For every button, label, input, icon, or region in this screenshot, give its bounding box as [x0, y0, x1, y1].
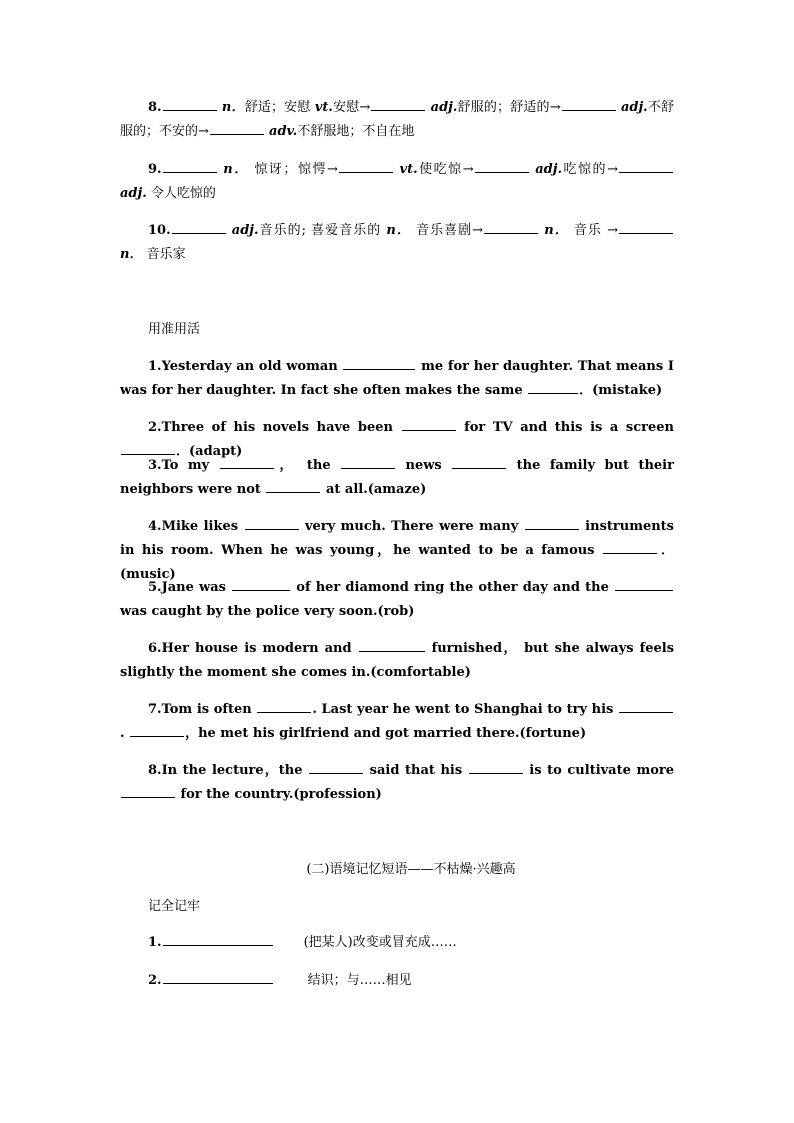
exercise-3: 3.To my ， the news the family but their neighbors were not at all.(amaze): [120, 454, 674, 502]
answer-blank[interactable]: [339, 159, 393, 173]
answer-blank[interactable]: [121, 441, 175, 455]
vocab-item-10: 10. adj.音乐的; 喜爱音乐的 n． 音乐喜剧→ n． 音乐 → n． 音乐家: [120, 219, 674, 267]
answer-blank[interactable]: [341, 455, 395, 469]
answer-blank[interactable]: [163, 159, 217, 173]
answer-blank[interactable]: [484, 220, 538, 234]
answer-blank[interactable]: [359, 638, 425, 652]
answer-blank[interactable]: [130, 723, 184, 737]
answer-blank[interactable]: [615, 577, 673, 591]
answer-blank[interactable]: [619, 220, 673, 234]
answer-blank[interactable]: [402, 417, 456, 431]
answer-blank[interactable]: [475, 159, 529, 173]
answer-blank[interactable]: [220, 455, 274, 469]
answer-blank[interactable]: [452, 455, 506, 469]
exercise-8: 8.In the lecture，the said that his is to cultivate more for the country.(profession): [120, 759, 674, 807]
answer-blank[interactable]: [619, 699, 673, 713]
exercise-6: 6.Her house is modern and furnished， but she always feels slightly the moment she comes in.(comfortable): [120, 637, 674, 685]
section-heading-memorize: 记全记牢: [148, 899, 201, 914]
answer-blank[interactable]: [210, 121, 264, 135]
answer-blank[interactable]: [525, 516, 579, 530]
answer-blank[interactable]: [309, 760, 363, 774]
answer-blank[interactable]: [371, 97, 425, 111]
phrase-item-2: 2. 结识；与……相见: [148, 969, 412, 993]
answer-blank[interactable]: [245, 516, 299, 530]
answer-blank[interactable]: [172, 220, 226, 234]
answer-blank[interactable]: [528, 380, 578, 394]
answer-blank[interactable]: [163, 932, 273, 946]
answer-blank[interactable]: [163, 97, 217, 111]
answer-blank[interactable]: [232, 577, 290, 591]
exercise-5: 5.Jane was of her diamond ring the other day and the was caught by the police very soon.(rob): [120, 576, 674, 624]
section-title-phrases: (二)语境记忆短语——不枯燥·兴趣高: [306, 862, 516, 877]
answer-blank[interactable]: [469, 760, 523, 774]
section-heading-use: 用准用活: [148, 322, 201, 337]
exercise-4: 4.Mike likes very much. There were many instruments in his room. When he was young，he wanted to be a famous ．(music): [120, 515, 674, 587]
answer-blank[interactable]: [619, 159, 673, 173]
exercise-1: 1.Yesterday an old woman me for her daughter. That means I was for her daughter. In fact she often makes the same ．(mistake): [120, 355, 674, 403]
vocab-item-9: 9. n． 惊讶；惊愕→ vt.使吃惊→ adj.吃惊的→ adj. 令人吃惊的: [120, 158, 674, 206]
answer-blank[interactable]: [266, 479, 320, 493]
answer-blank[interactable]: [562, 97, 616, 111]
exercise-7: 7.Tom is often . Last year he went to Shanghai to try his . ，he met his girlfriend and got married there.(fortune): [120, 698, 674, 746]
answer-blank[interactable]: [603, 540, 657, 554]
exercise-2: 2.Three of his novels have been for TV and this is a screen ．(adapt): [120, 416, 674, 464]
phrase-item-1: 1. (把某人)改变或冒充成……: [148, 931, 457, 955]
answer-blank[interactable]: [121, 784, 175, 798]
answer-blank[interactable]: [343, 356, 415, 370]
answer-blank[interactable]: [257, 699, 311, 713]
vocab-item-8: 8. n．舒适；安慰 vt.安慰→ adj.舒服的；舒适的→ adj.不舒服的；不安的→ adv.不舒服地；不自在地: [120, 96, 674, 144]
answer-blank[interactable]: [163, 970, 273, 984]
